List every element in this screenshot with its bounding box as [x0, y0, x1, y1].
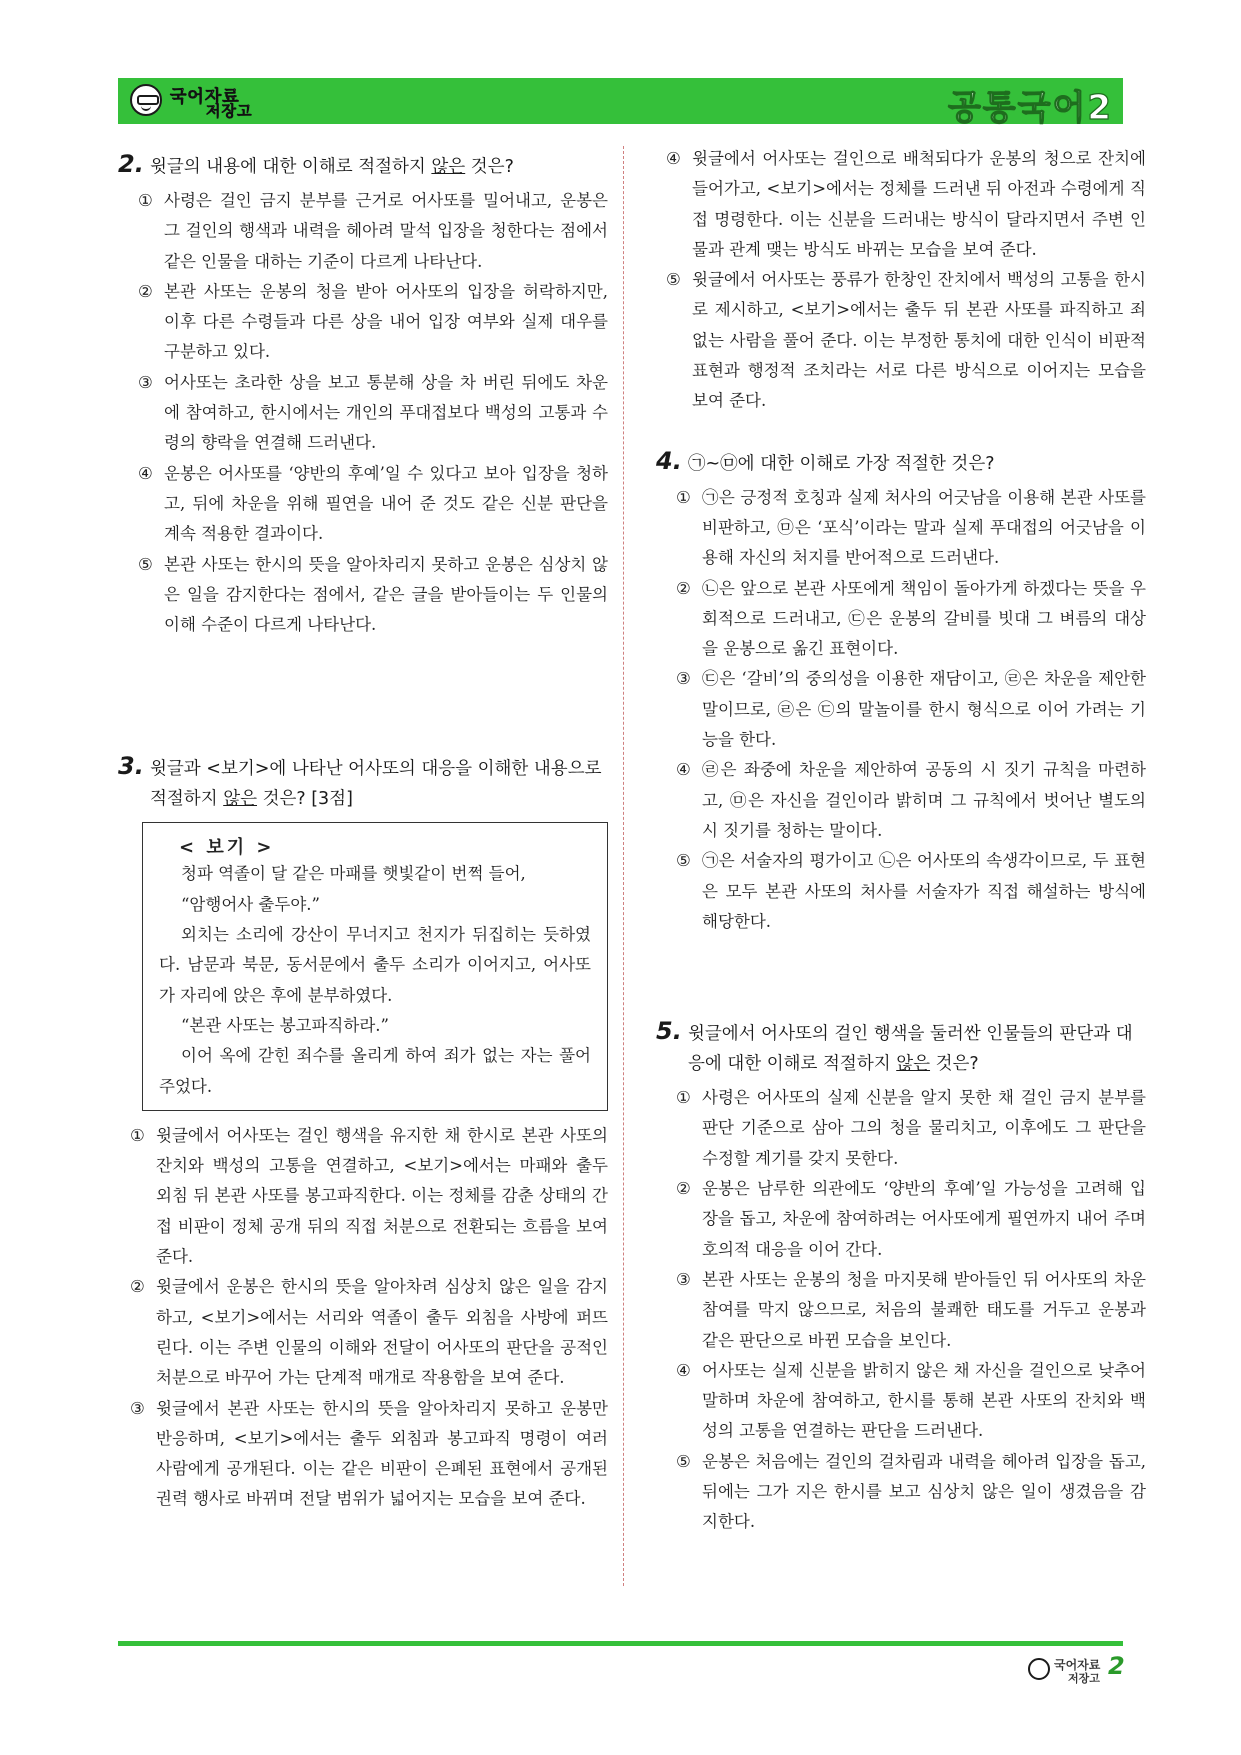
question-number: 2.: [118, 150, 144, 178]
option-2[interactable]: ② 운봉은 남루한 의관에도 ‘양반의 후예’일 가능성을 고려해 입장을 돕고, 차운에 참여하려는 어사또에게 필연까지 내어 주며 호의적 대응을 이어 간다.: [676, 1179, 1146, 1259]
question-3-options: [118, 1121, 608, 1515]
option-3[interactable]: ③ 어사또는 초라한 상을 보고 통분해 상을 차 버린 뒤에도 차운에 참여하고, 한시에서는 개인의 푸대접보다 백성의 고통과 수령의 향락을 연결해 드러낸다.: [138, 372, 608, 453]
bogi-line: 이어 옥에 갇힌 죄수를 올리게 하여 죄가 없는 자는 풀어 주었다.: [159, 1046, 591, 1096]
question-4: [656, 447, 1146, 937]
bogi-line: 외치는 소리에 강산이 무너지고 천지가 뒤집히는 듯하였다. 남문과 북문, 동서문에서 출두 소리가 이어지고, 어사또가 자리에 앉은 후에 분부하였다.: [159, 925, 591, 1005]
question-2: [118, 150, 608, 640]
logo-text-line2: 저장고: [206, 102, 253, 120]
question-4-stem: [656, 447, 1146, 479]
bogi-line: “본관 사또는 봉고파직하라.”: [181, 1015, 389, 1035]
footer-logo-line2: 저장고: [1068, 1672, 1100, 1685]
option-4[interactable]: ④ ㉣은 좌중에 차운을 제안하여 공동의 시 짓기 규칙을 마련하고, ㉤은 자신을 걸인이라 밝히며 그 규칙에서 벗어난 별도의 시 짓기를 청하는 말이다.: [676, 760, 1146, 840]
option-5[interactable]: ⑤ 운봉은 처음에는 걸인의 걸차림과 내력을 헤아려 입장을 돕고, 뒤에는 그가 지은 한시를 보고 심상치 않은 일이 생겼음을 감지한다.: [676, 1451, 1146, 1532]
question-text: 윗글에서 어사또의 걸인 행색을 둘러싼 인물들의 판단과 대응에 대한 이해로 적절하지 않은 것은?: [688, 1024, 1133, 1075]
question-5: [656, 1017, 1146, 1537]
footer-bar: [118, 1641, 1123, 1646]
question-2-options: [118, 186, 608, 640]
option-2[interactable]: ② 본관 사또는 운봉의 청을 받아 어사또의 입장을 허락하지만, 이후 다른 수령들과 다른 상을 내어 입장 여부와 실제 대우를 구분하고 있다.: [138, 281, 608, 362]
option-4[interactable]: ④ 운봉은 어사또를 ‘양반의 후예’일 수 있다고 보아 입장을 청하고, 뒤에 차운을 위해 필연을 내어 준 것도 같은 신분 판단을 계속 적용한 결과이다.: [138, 463, 608, 544]
question-4-options: [656, 483, 1146, 937]
right-column: [656, 144, 1146, 1538]
option-2[interactable]: ② 윗글에서 운봉은 한시의 뜻을 알아차려 심상치 않은 일을 감지하고, <보기>에서는 서리와 역졸이 출두 외침을 사방에 퍼뜨린다. 이는 주변 인물의 이해와 전달이 어사또의 판단을 공적인 처분으로 바꾸어 가는 단계적 매개로 작용함을 보여 준다.: [130, 1277, 608, 1388]
footer-logo: [1028, 1656, 1108, 1686]
bogi-title: < 보기 >: [179, 837, 275, 859]
subject-title: 공통국어2: [947, 88, 1113, 128]
logo-text-line1: 국어자료: [170, 87, 240, 107]
mascot-face-icon: [130, 84, 162, 116]
option-5[interactable]: ⑤ 본관 사또는 한시의 뜻을 알아차리지 못하고 운봉은 심상치 않은 일을 감지한다는 점에서, 같은 글을 받아들이는 두 인물의 이해 수준이 다르게 나타난다.: [138, 554, 608, 635]
question-3-options-continued: [656, 144, 1146, 417]
option-3[interactable]: ③ 본관 사또는 운봉의 청을 마지못해 받아들인 뒤 어사또의 차운 참여를 막지 않으므로, 처음의 불쾌한 태도를 거두고 운봉과 같은 판단으로 바뀐 모습을 보인다.: [676, 1269, 1146, 1350]
header-logo: [128, 82, 298, 120]
question-3-stem: [118, 752, 608, 814]
header-bar: [118, 78, 1123, 128]
option-1[interactable]: ① ㉠은 긍정적 호칭과 실제 처사의 어긋남을 이용해 본관 사또를 비판하고, ㉤은 ‘포식’이라는 말과 실제 푸대접의 어긋남을 이용해 자신의 처지를 반어적으로 드러낸다.: [676, 487, 1146, 568]
option-2[interactable]: ② ㉡은 앞으로 본관 사또에게 책임이 돌아가게 하겠다는 뜻을 우회적으로 드러내고, ㉢은 운봉의 갈비를 빗대 그 벼름의 대상을 운봉으로 옮긴 표현이다.: [676, 578, 1146, 659]
option-1[interactable]: ① 윗글에서 어사또는 걸인 행색을 유지한 채 한시로 본관 사또의 잔치와 백성의 고통을 연결하고, <보기>에서는 마패와 출두 외침 뒤 본관 사또를 봉고파직한다. 이는 정체를 감춘 상태의 간접 비판이 정체 공개 뒤의 직접 처분으로 전환되는 흐름을 보여 준다.: [130, 1125, 608, 1267]
question-3: [118, 752, 608, 1514]
option-4[interactable]: ④ 어사또는 실제 신분을 밝히지 않은 채 자신을 걸인으로 낮추어 말하며 차운에 참여하고, 한시를 통해 본관 사또의 잔치와 백성의 고통을 연결하는 판단을 드러낸다.: [676, 1360, 1146, 1441]
bogi-box: [142, 822, 608, 1110]
question-text: ㉠~㉤에 대한 이해로 가장 적절한 것은?: [688, 453, 995, 474]
footer-logo-line1: 국어자료: [1054, 1658, 1101, 1672]
question-number: 3.: [118, 752, 144, 781]
question-5-options: [656, 1083, 1146, 1537]
question-5-stem: [656, 1017, 1146, 1079]
question-text: 윗글의 내용에 대한 이해로 적절하지 않은 것은?: [150, 157, 514, 177]
option-1[interactable]: ① 사령은 걸인 금지 분부를 근거로 어사또를 밀어내고, 운봉은 그 걸인의 행색과 내력을 헤아려 말석 입장을 청한다는 점에서 같은 인물을 대하는 기준이 다르게 나타난다.: [138, 191, 608, 271]
question-2-stem: [118, 150, 608, 182]
option-3[interactable]: ③ ㉢은 ‘갈비’의 중의성을 이용한 재담이고, ㉣은 차운을 제안한 말이므로, ㉣은 ㉢의 말놀이를 한시 형식으로 이어 가려는 기능을 한다.: [676, 669, 1146, 750]
question-text: 윗글과 <보기>에 나타난 어사또의 대응을 이해한 내용으로 적절하지 않은 것은? [3점]: [150, 759, 602, 810]
option-3[interactable]: ③ 윗글에서 본관 사또는 한시의 뜻을 알아차리지 못하고 운봉만 반응하며, <보기>에서는 출두 외침과 봉고파직 명령이 여러 사람에게 공개된다. 이는 같은 비판이 은폐된 표현에서 공개된 권력 행사로 바뀌며 전달 범위가 넓어지는 모습을 보여 준다.: [130, 1398, 608, 1509]
mascot-face-icon: [1028, 1658, 1050, 1680]
question-number: 4.: [656, 446, 682, 475]
page-number: 2: [1108, 1652, 1125, 1680]
option-5[interactable]: ⑤ 윗글에서 어사또는 풍류가 한창인 잔치에서 백성의 고통을 한시로 제시하고, <보기>에서는 출두 뒤 본관 사또를 파직하고 죄 없는 사람을 풀어 준다. 이는 부정한 통치에 대한 인식이 비판적 표현과 행정적 조치라는 서로 다른 방식으로 이어지는 모습을 보여 준다.: [666, 270, 1146, 411]
option-4[interactable]: ④ 윗글에서 어사또는 걸인으로 배척되다가 운봉의 청으로 잔치에 들어가고, <보기>에서는 정체를 드러낸 뒤 아전과 수령에게 직접 명령한다. 이는 신분을 드러내는 방식이 달라지면서 주변 인물과 관계 맺는 방식도 바뀌는 모습을 보여 준다.: [666, 149, 1146, 259]
column-divider: [623, 146, 624, 1586]
bogi-line: 청파 역졸이 달 같은 마패를 햇빛같이 번쩍 들어,: [181, 864, 526, 884]
bogi-line: “암행어사 출두야.”: [181, 894, 320, 914]
left-column: [118, 150, 608, 1515]
option-5[interactable]: ⑤ ㉠은 서술자의 평가이고 ㉡은 어사또의 속생각이므로, 두 표현은 모두 본관 사또의 처사를 서술자가 직접 해설하는 방식에 해당한다.: [676, 851, 1146, 931]
option-1[interactable]: ① 사령은 어사또의 실제 신분을 알지 못한 채 걸인 금지 분부를 판단 기준으로 삼아 그의 청을 물리치고, 이후에도 그 판단을 수정할 계기를 갖지 못한다.: [676, 1088, 1146, 1168]
question-number: 5.: [656, 1017, 682, 1046]
